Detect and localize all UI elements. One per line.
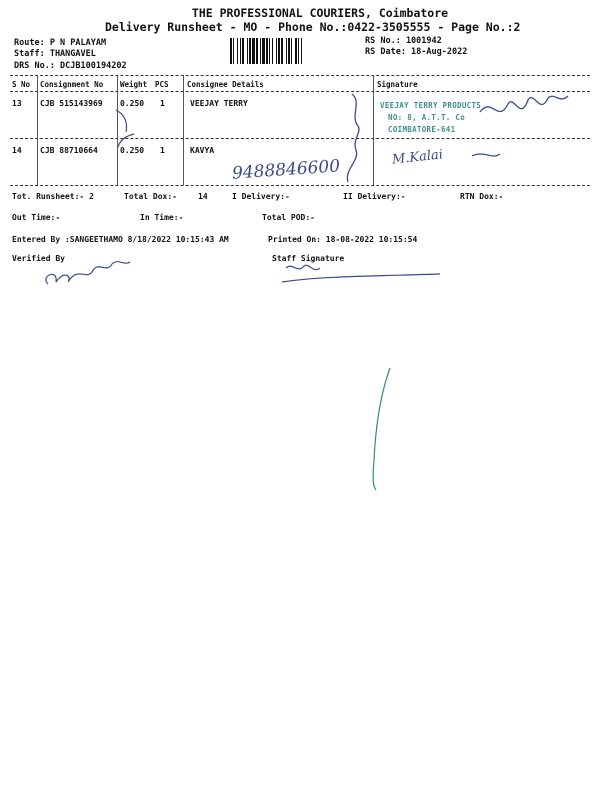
company-title: THE PROFESSIONAL COURIERS, Coimbatore	[191, 6, 449, 20]
drs-number-label: DRS No.: DCJB100194202	[14, 61, 127, 71]
brace-mark	[347, 94, 359, 182]
column-header-consignment: Consignment No	[40, 80, 104, 89]
column-header-consignee: Consignee Details	[187, 80, 264, 89]
row-sno: 14	[12, 146, 22, 155]
ii-delivery-label: II Delivery:-	[343, 192, 406, 201]
row-sno: 13	[12, 99, 22, 108]
column-header-signature: Signature	[377, 80, 418, 89]
row-consignee: KAVYA	[190, 146, 215, 155]
row-pcs: 1	[160, 99, 165, 108]
in-time-label: In Time:-	[140, 213, 184, 222]
signature-scrawl-row13	[480, 96, 568, 112]
weight-tick-mark	[116, 110, 134, 147]
column-header-weight: Weight	[120, 80, 148, 89]
staff-signature-mark	[282, 265, 440, 282]
handwritten-phone-number: 9488846600	[231, 156, 341, 184]
row-consignee: VEEJAY TERRY	[190, 99, 248, 108]
printed-on-label: Printed On: 18-08-2022 10:15:54	[268, 235, 418, 244]
rtn-dox-label: RTN Dox:-	[460, 192, 504, 201]
rs-date-label: RS Date: 18-Aug-2022	[365, 47, 468, 57]
row-consignment-no: CJB 515143969	[40, 99, 103, 108]
runsheet-subtitle: Delivery Runsheet - MO - Phone No.:0422-3505555 - Page No.:2	[105, 20, 521, 34]
signature-tail-row14	[472, 154, 500, 156]
verified-by-signature	[46, 262, 130, 284]
verified-by-label: Verified By	[12, 254, 65, 263]
row-consignment-no: CJB 88710664	[40, 146, 98, 155]
row-weight: 0.250	[120, 146, 145, 155]
column-header-pcs: PCS	[155, 80, 169, 89]
rs-number-label: RS No.: 1001942	[365, 36, 442, 46]
handwritten-signature-row14: M.Kalai	[391, 147, 444, 168]
out-time-label: Out Time:-	[12, 213, 61, 222]
total-pod-label: Total POD:-	[262, 213, 315, 222]
total-dox-value: 14	[198, 192, 208, 201]
route-label: Route: P N PALAYAM	[14, 38, 107, 48]
total-runsheet: Tot. Runsheet:- 2	[12, 192, 94, 201]
column-header-sno: S No	[12, 80, 31, 89]
entered-by-label: Entered By :SANGEETHAMO 8/18/2022 10:15:43 AM	[12, 235, 229, 244]
stamp-line: NO: 8, A.T.T. Co	[388, 113, 466, 122]
staff-label: Staff: THANGAVEL	[14, 49, 96, 59]
row-pcs: 1	[160, 146, 165, 155]
stamp-line: COIMBATORE-641	[388, 125, 456, 134]
stray-pen-line	[373, 368, 390, 490]
total-dox-label: Total Dox:-	[124, 192, 177, 201]
staff-signature-label: Staff Signature	[272, 254, 345, 263]
i-delivery-label: I Delivery:-	[232, 192, 290, 201]
row-weight: 0.250	[120, 99, 145, 108]
stamp-line: VEEJAY TERRY PRODUCTS	[380, 101, 482, 110]
